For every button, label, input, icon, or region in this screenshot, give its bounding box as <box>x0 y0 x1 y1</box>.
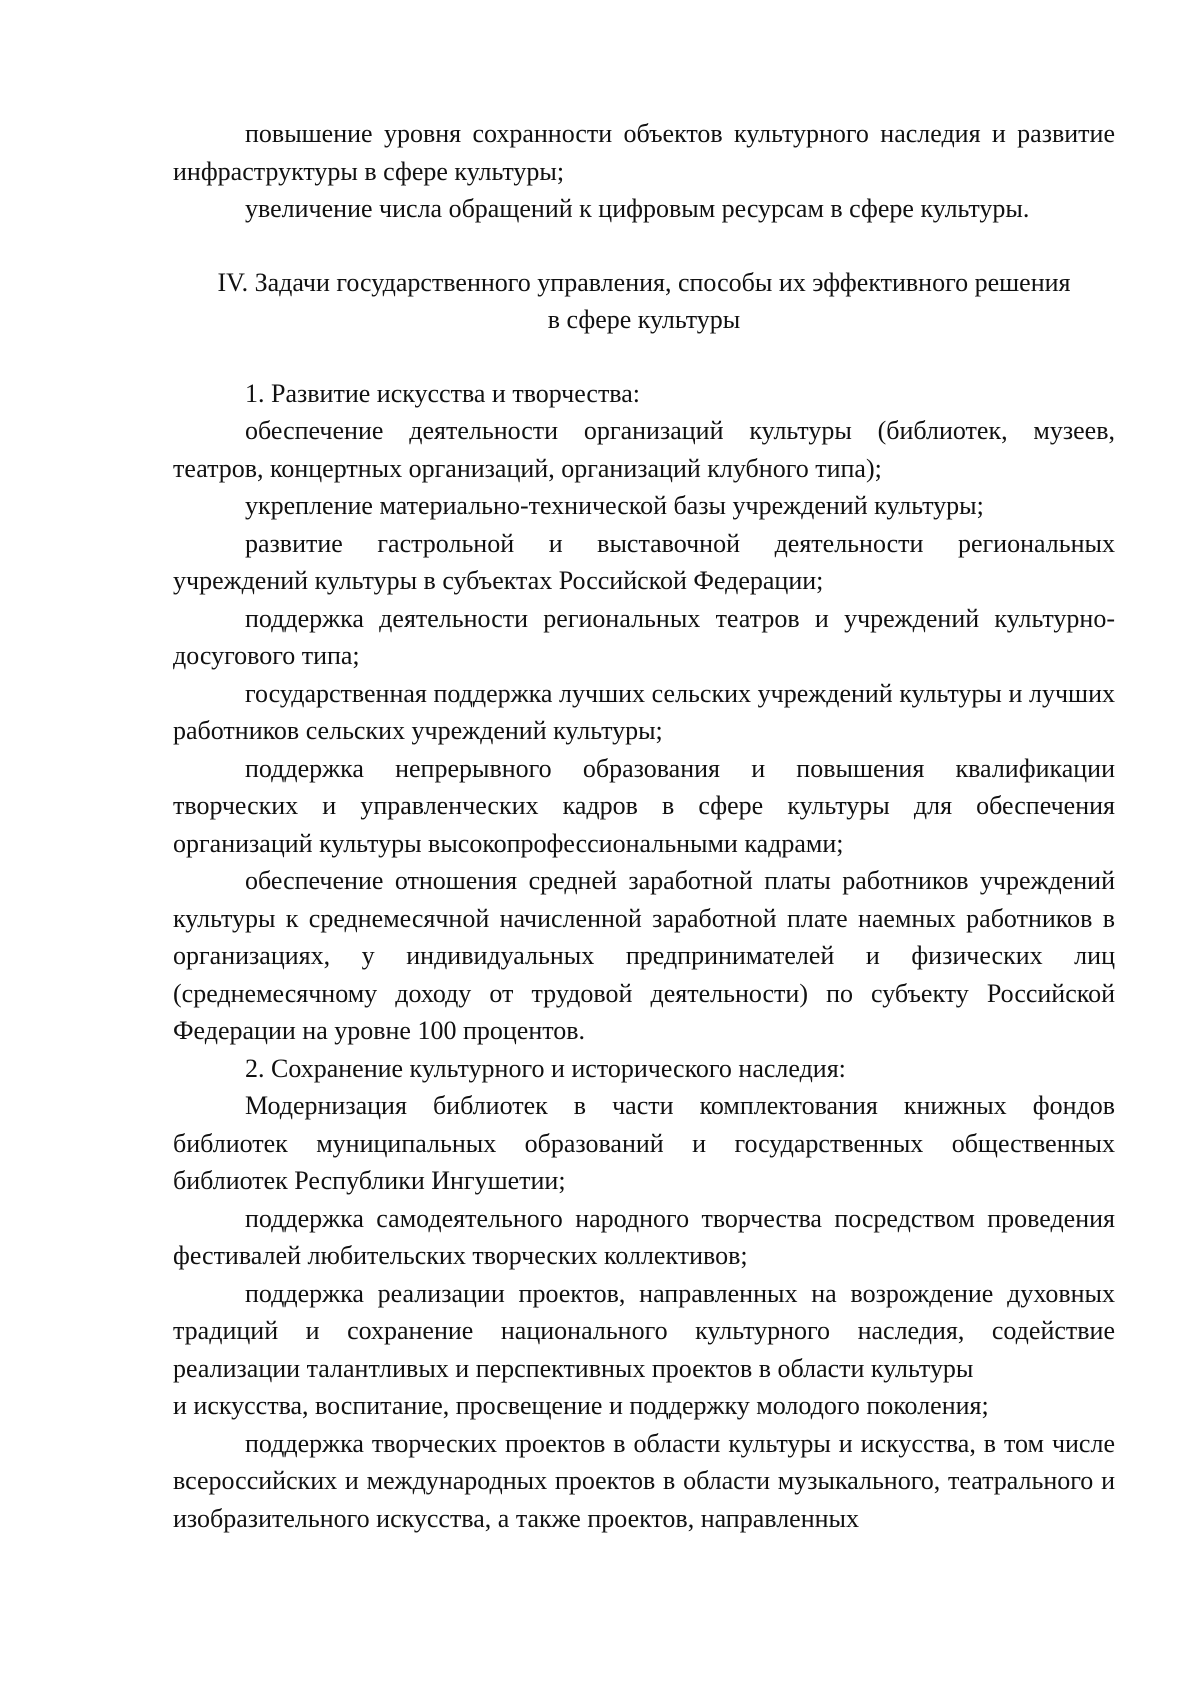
section-1-item: обеспечение деятельности организаций культуры (библиотек, музеев, театров, концертных организаций, организаций клубного типа); <box>173 416 1115 483</box>
section-1-item: обеспечение отношения средней заработной платы работников учреждений культуры к среднемесячной начисленной заработной плате наемных работников в организациях, у индивидуальных предпринимателей и физических лиц (среднемесячному доходу от трудовой деятельности) по субъекту Российской Федерации на уровне 100 процентов. <box>173 866 1115 1045</box>
section-1-item: поддержка непрерывного образования и повышения квалификации творческих и управленческих кадров в сфере культуры для обеспечения организаций культуры высокопрофессиональными кадрами; <box>173 753 1115 858</box>
section-1-item: развитие гастрольной и выставочной деятельности региональных учреждений культуры в субъектах Российской Федерации; <box>173 528 1115 595</box>
section-2-item: поддержка реализации проектов, направленных на возрождение духовных традиций и сохранение национального культурного наследия, содействие реализации талантливых и перспективных проектов в области культуры <box>173 1278 1115 1383</box>
section-2-item: Модернизация библиотек в части комплектования книжных фондов библиотек муниципальных образований и государственных общественных библиотек Республики Ингушетии; <box>173 1091 1115 1195</box>
section-1-title: 1. Развитие искусства и творчества: <box>245 378 641 408</box>
section-1-item: поддержка деятельности региональных театров и учреждений культурно-досугового типа; <box>173 603 1115 670</box>
section-heading-line-2: в сфере культуры <box>547 305 741 334</box>
section-1-item: государственная поддержка лучших сельских учреждений культуры и лучших работников сельских учреждений культуры; <box>173 678 1115 745</box>
section-2-continuation: и искусства, воспитание, просвещение и поддержку молодого поколения; <box>173 1391 989 1420</box>
document-page <box>173 115 1115 1537</box>
section-1-item: укрепление материально-технической базы учреждений культуры; <box>245 491 984 520</box>
spacer <box>173 228 1115 264</box>
section-2-title: 2. Сохранение культурного и исторического наследия: <box>245 1053 846 1083</box>
section-2-last-item: поддержка творческих проектов в области культуры и искусства, в том числе всероссийских и международных проектов в области музыкального, театрального и изобразительного искусства, а также проектов, направленных <box>173 1428 1115 1533</box>
intro-paragraph-1: повышение уровня сохранности объектов культурного наследия и развитие инфраструктуры в сфере культуры; <box>173 119 1115 186</box>
spacer <box>173 339 1115 375</box>
section-heading-line-1: IV. Задачи государственного управления, способы их эффективного решения <box>217 267 1071 297</box>
section-2-item: поддержка самодеятельного народного творчества посредством проведения фестивалей любительских творческих коллективов; <box>173 1203 1115 1270</box>
intro-paragraph-2: увеличение числа обращений к цифровым ресурсам в сфере культуры. <box>245 194 1030 223</box>
